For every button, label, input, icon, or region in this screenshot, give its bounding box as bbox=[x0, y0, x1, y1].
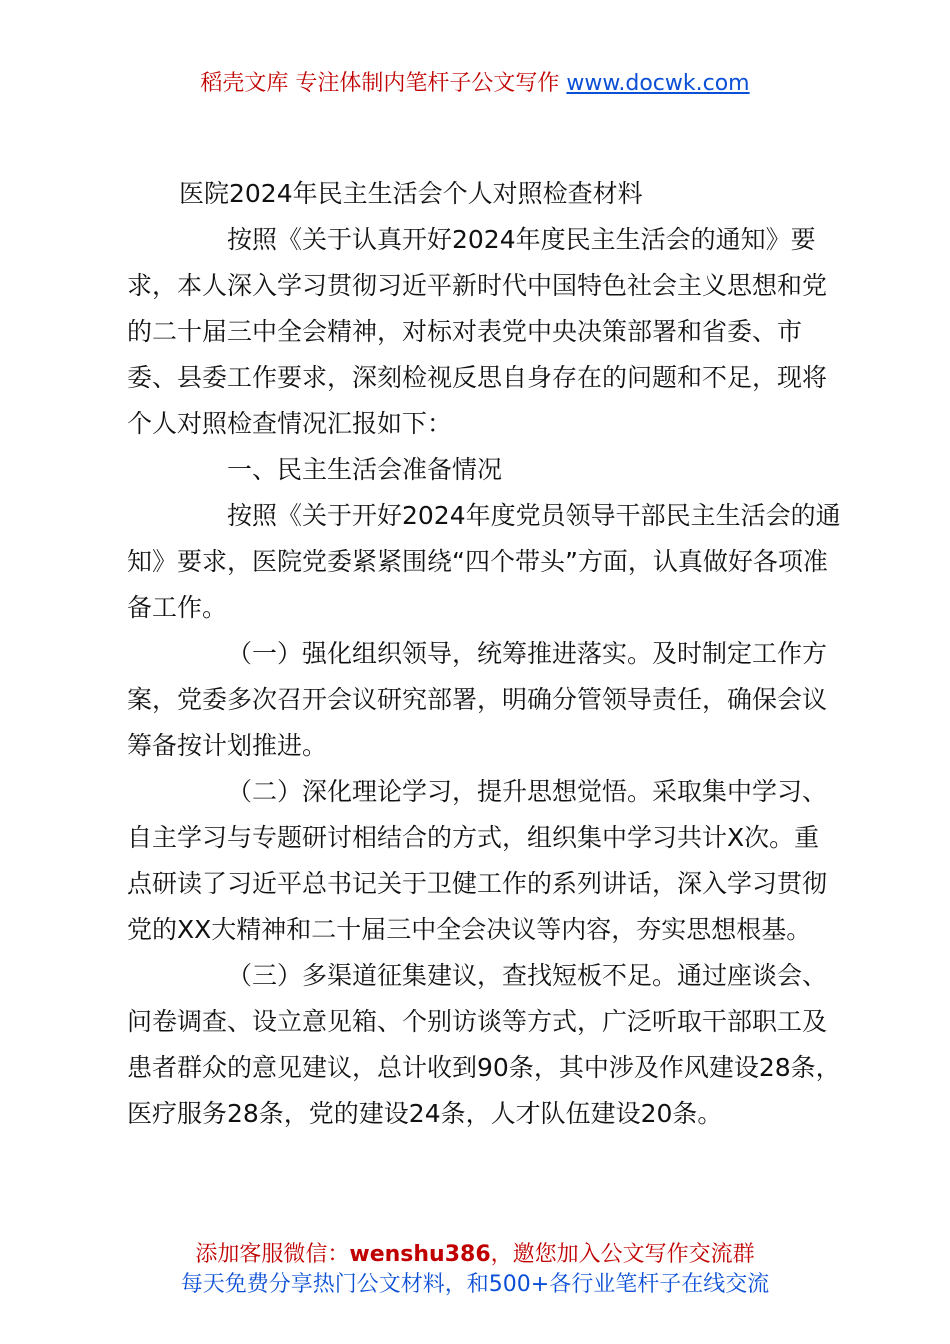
footer-suffix: ，邀您加入公文写作交流群 bbox=[490, 1242, 755, 1267]
section-intro-paragraph: 按照《关于开好2024年度党员领导干部民主生活会的通知》要求，医院党委紧紧围绕“四个带头”方面，认真做好各项准备工作。 bbox=[127, 501, 841, 622]
wechat-id: wenshu386 bbox=[349, 1242, 491, 1267]
brand-slogan: 稻壳文库 专注体制内笔杆子公文写作 bbox=[200, 71, 567, 96]
footer-contact bbox=[0, 1240, 950, 1270]
intro-paragraph: 按照《关于认真开好2024年度民主生活会的通知》要求，本人深入学习贯彻习近平新时代中国特色社会主义思想和党的二十届三中全会精神，对标对表党中央决策部署和省委、市委、县委工作要求，深刻检视反思自身存在的问题和不足，现将个人对照检查情况汇报如下： bbox=[127, 225, 828, 438]
site-link[interactable]: www.docwk.com bbox=[566, 71, 750, 96]
item-3-paragraph: （三）多渠道征集建议，查找短板不足。通过座谈会、问卷调查、设立意见箱、个别访谈等方式，广泛听取干部职工及患者群众的意见建议，总计收到90条，其中涉及作风建设28条，医疗服务28条，党的建设24条，人才队伍建设20条。 bbox=[127, 961, 841, 1128]
document-body bbox=[127, 171, 843, 1137]
site-header bbox=[0, 68, 950, 100]
item-1-paragraph: （一）强化组织领导，统筹推进落实。及时制定工作方案，党委多次召开会议研究部署，明确分管领导责任，确保会议筹备按计划推进。 bbox=[127, 639, 828, 760]
footer-prefix: 添加客服微信： bbox=[195, 1242, 350, 1267]
item-2-paragraph: （二）深化理论学习，提升思想觉悟。采取集中学习、自主学习与专题研讨相结合的方式，组织集中学习共计X次。重点研读了习近平总书记关于卫健工作的系列讲话，深入学习贯彻党的XX大精神和二十届三中全会决议等内容，夯实思想根基。 bbox=[127, 777, 828, 944]
footer-promo: 每天免费分享热门公文材料，和500+各行业笔杆子在线交流 bbox=[180, 1272, 770, 1297]
document-title: 医院2024年民主生活会个人对照检查材料 bbox=[179, 179, 643, 208]
section-heading: 一、民主生活会准备情况 bbox=[227, 455, 503, 484]
